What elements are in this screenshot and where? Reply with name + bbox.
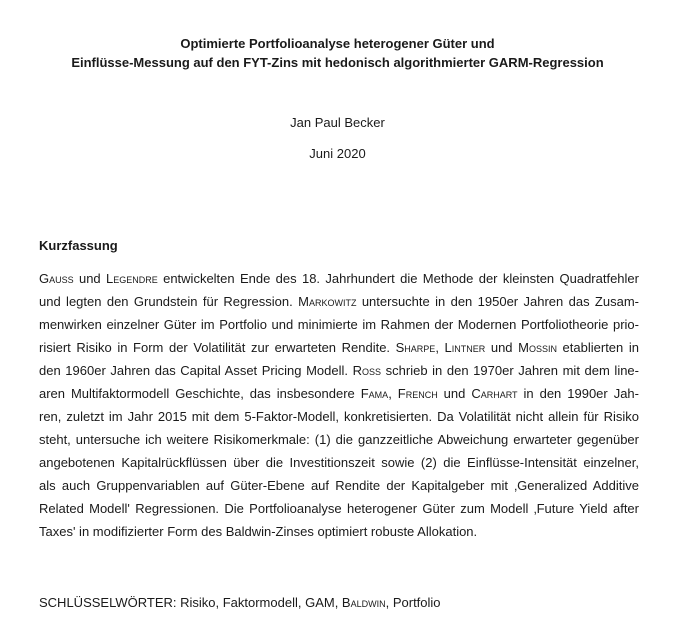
text-run: Related Modell' Regressionen. Die Portfolioanalyse heterogener Güter zum Modell ‚Future Yield after xyxy=(39,501,639,516)
abstract-line xyxy=(39,336,639,359)
small-caps-name: Fama xyxy=(360,386,389,401)
text-run: und xyxy=(73,271,106,286)
title-line-2: Einflüsse-Messung auf den FYT-Zins mit hedonisch algorithmierter GARM-Regression xyxy=(71,55,604,70)
text-run: und xyxy=(485,340,519,355)
text-run: risiert Risiko in Form der Volatilität zur erwarteten Rendite. xyxy=(39,340,396,355)
text-run: steht, untersuche ich weitere Risikomerkmale: (1) die ganzzeitliche Abweichung erwarteter gegenüber xyxy=(39,432,639,447)
abstract-line xyxy=(39,474,639,497)
text-run: angebotenen Kapitalrückflüssen über die Investitionszeit sowie (2) die Einflüsse-Intensität einzelner, xyxy=(39,455,639,470)
text-run: als auch Gruppenvariablen auf Güter-Ebene auf Rendite der Kapitalgeber mit ‚Generalized Additive xyxy=(39,478,639,493)
keywords-line xyxy=(39,594,441,612)
text-run: aren Multifaktormodell Geschichte, das insbesondere xyxy=(39,386,361,401)
text-run: und xyxy=(437,386,472,401)
text-run: menwirken einzelner Güter im Portfolio und minimierte im Rahmen der Modernen Portfoliotheorie prio- xyxy=(39,317,639,332)
small-caps-name: Carhart xyxy=(471,386,518,401)
text-run: in den 1990er Jah- xyxy=(517,386,639,401)
small-caps-name: Markowitz xyxy=(298,294,357,309)
abstract-line xyxy=(39,405,639,428)
author-name: Jan Paul Becker xyxy=(290,115,385,130)
text-run: schrieb in den 1970er Jahren mit dem line- xyxy=(381,363,639,378)
text-run: Taxes' in modifizierter Form des Baldwin-Zinses optimiert robuste Allokation. xyxy=(39,524,478,539)
abstract-line xyxy=(39,520,639,543)
paper-title xyxy=(0,34,675,72)
small-caps-name: Gauß xyxy=(39,271,74,286)
abstract-heading: Kurzfassung xyxy=(39,238,118,253)
abstract-line xyxy=(39,359,639,382)
text-run: entwickelten Ende des 18. Jahrhundert die Methode der kleinsten Quadratfehler xyxy=(157,271,639,286)
text-run: SCHLÜSSELWÖRTER: Risiko, Faktormodell, GAM, xyxy=(39,595,342,610)
abstract-line xyxy=(39,313,639,336)
text-run: , Portfolio xyxy=(385,595,441,610)
small-caps-name: Mossin xyxy=(518,340,557,355)
small-caps-name: French xyxy=(397,386,438,401)
small-caps-name: Lintner xyxy=(444,340,486,355)
text-run: , xyxy=(388,386,398,401)
abstract-line xyxy=(39,497,639,520)
abstract-line xyxy=(39,290,639,313)
abstract-line xyxy=(39,451,639,474)
abstract-line xyxy=(39,382,639,405)
abstract-line xyxy=(39,267,639,290)
small-caps-name: Ross xyxy=(352,363,382,378)
small-caps-name: Legendre xyxy=(106,271,158,286)
title-line-1: Optimierte Portfolioanalyse heterogener Güter und xyxy=(180,36,495,51)
text-run: den 1960er Jahren das Capital Asset Pricing Modell. xyxy=(39,363,353,378)
text-run: ren, zuletzt im Jahr 2015 mit dem 5-Faktor-Modell, konkretisierten. Da Volatilität nicht allein für Risiko xyxy=(39,409,639,424)
text-run: und legten den Grundstein für Regression. xyxy=(39,294,299,309)
text-run: etablierten in xyxy=(556,340,639,355)
text-run: untersuchte in den 1950er Jahren das Zusam- xyxy=(356,294,639,309)
small-caps-name: Sharpe xyxy=(395,340,436,355)
abstract-body xyxy=(39,267,639,543)
small-caps-name: Baldwin xyxy=(341,595,386,610)
abstract-line xyxy=(39,428,639,451)
text-run: , xyxy=(435,340,445,355)
publication-date: Juni 2020 xyxy=(309,146,366,161)
